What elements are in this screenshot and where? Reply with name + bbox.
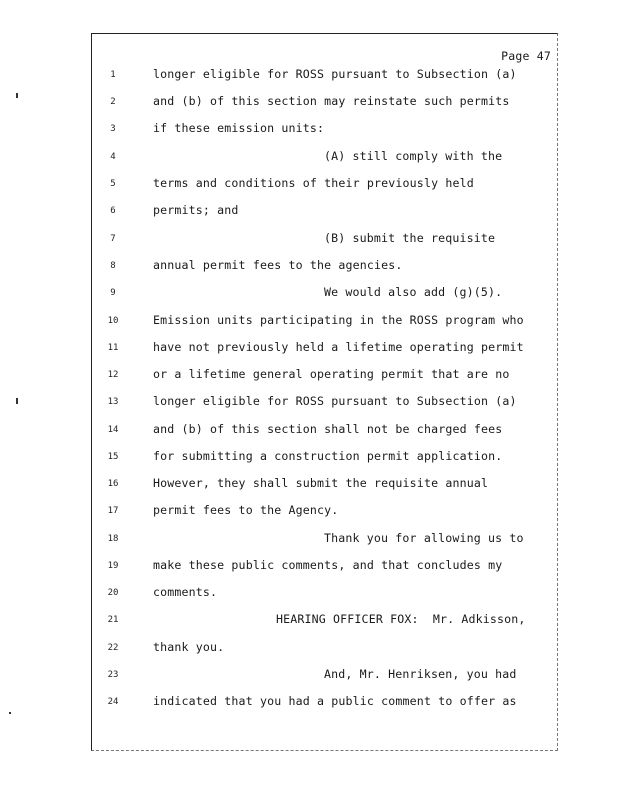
transcript-line [92,313,559,333]
line-number: 12 [107,370,119,380]
line-text: annual permit fees to the agencies. [153,258,403,272]
transcript-line [92,121,559,141]
line-number: 13 [107,397,119,407]
line-text: Thank you for allowing us to [324,531,524,545]
left-margin-mark [9,712,11,714]
line-number: 17 [107,506,119,516]
line-text: longer eligible for ROSS pursuant to Subsection (a) [153,67,517,81]
line-text: permits; and [153,203,239,217]
transcript-line [92,531,559,551]
transcript-line [92,476,559,496]
line-number: 15 [107,452,119,462]
transcript-line [92,558,559,578]
line-number: 5 [110,179,116,189]
line-number: 1 [110,70,116,80]
line-number: 18 [107,534,119,544]
line-text: have not previously held a lifetime operating permit [153,340,524,354]
transcript-line [92,203,559,223]
line-text: HEARING OFFICER FOX: Mr. Adkisson, [276,612,526,626]
transcript-line [92,176,559,196]
line-text: comments. [153,585,218,599]
transcript-line [92,67,559,87]
line-number: 23 [107,670,119,680]
line-number: 16 [107,479,119,489]
line-text: for submitting a construction permit application. [153,449,503,463]
page-number: Page 47 [501,49,551,63]
line-text: We would also add (g)(5). [324,285,503,299]
transcript-line [92,667,559,687]
line-text: permit fees to the Agency. [153,503,339,517]
line-text: indicated that you had a public comment to offer as [153,694,517,708]
line-number: 3 [110,124,116,134]
left-margin-mark [16,398,18,404]
line-text: And, Mr. Henriksen, you had [324,667,517,681]
transcript-line [92,585,559,605]
line-number: 19 [107,561,119,571]
transcript-line [92,367,559,387]
line-number: 9 [110,288,116,298]
line-text: if these emission units: [153,121,325,135]
line-text: longer eligible for ROSS pursuant to Subsection (a) [153,394,517,408]
transcript-line [92,612,559,632]
line-number: 22 [107,643,119,653]
line-text: thank you. [153,640,225,654]
transcript-line [92,640,559,660]
line-text: and (b) of this section shall not be charged fees [153,422,503,436]
transcript-line [92,449,559,469]
line-number: 7 [110,234,116,244]
line-number: 8 [110,261,116,271]
transcript-line [92,422,559,442]
transcript-page [91,33,558,751]
transcript-line [92,694,559,714]
line-text: However, they shall submit the requisite annual [153,476,489,490]
transcript-line [92,94,559,114]
line-text: (A) still comply with the [324,149,503,163]
line-text: make these public comments, and that concludes my [153,558,503,572]
line-number: 24 [107,697,119,707]
line-number: 4 [110,152,116,162]
line-number: 11 [107,343,119,353]
left-margin-mark [16,93,18,98]
line-text: and (b) of this section may reinstate such permits [153,94,510,108]
line-number: 14 [107,425,119,435]
line-number: 10 [107,316,119,326]
line-text: terms and conditions of their previously held [153,176,474,190]
line-text: (B) submit the requisite [324,231,496,245]
transcript-line [92,149,559,169]
line-text: Emission units participating in the ROSS program who [153,313,524,327]
line-number: 21 [107,615,119,625]
line-number: 6 [110,206,116,216]
line-number: 20 [107,588,119,598]
line-number: 2 [110,97,116,107]
transcript-line [92,285,559,305]
transcript-line [92,503,559,523]
transcript-line [92,231,559,251]
transcript-line [92,394,559,414]
transcript-line [92,340,559,360]
transcript-line [92,258,559,278]
line-text: or a lifetime general operating permit that are no [153,367,510,381]
